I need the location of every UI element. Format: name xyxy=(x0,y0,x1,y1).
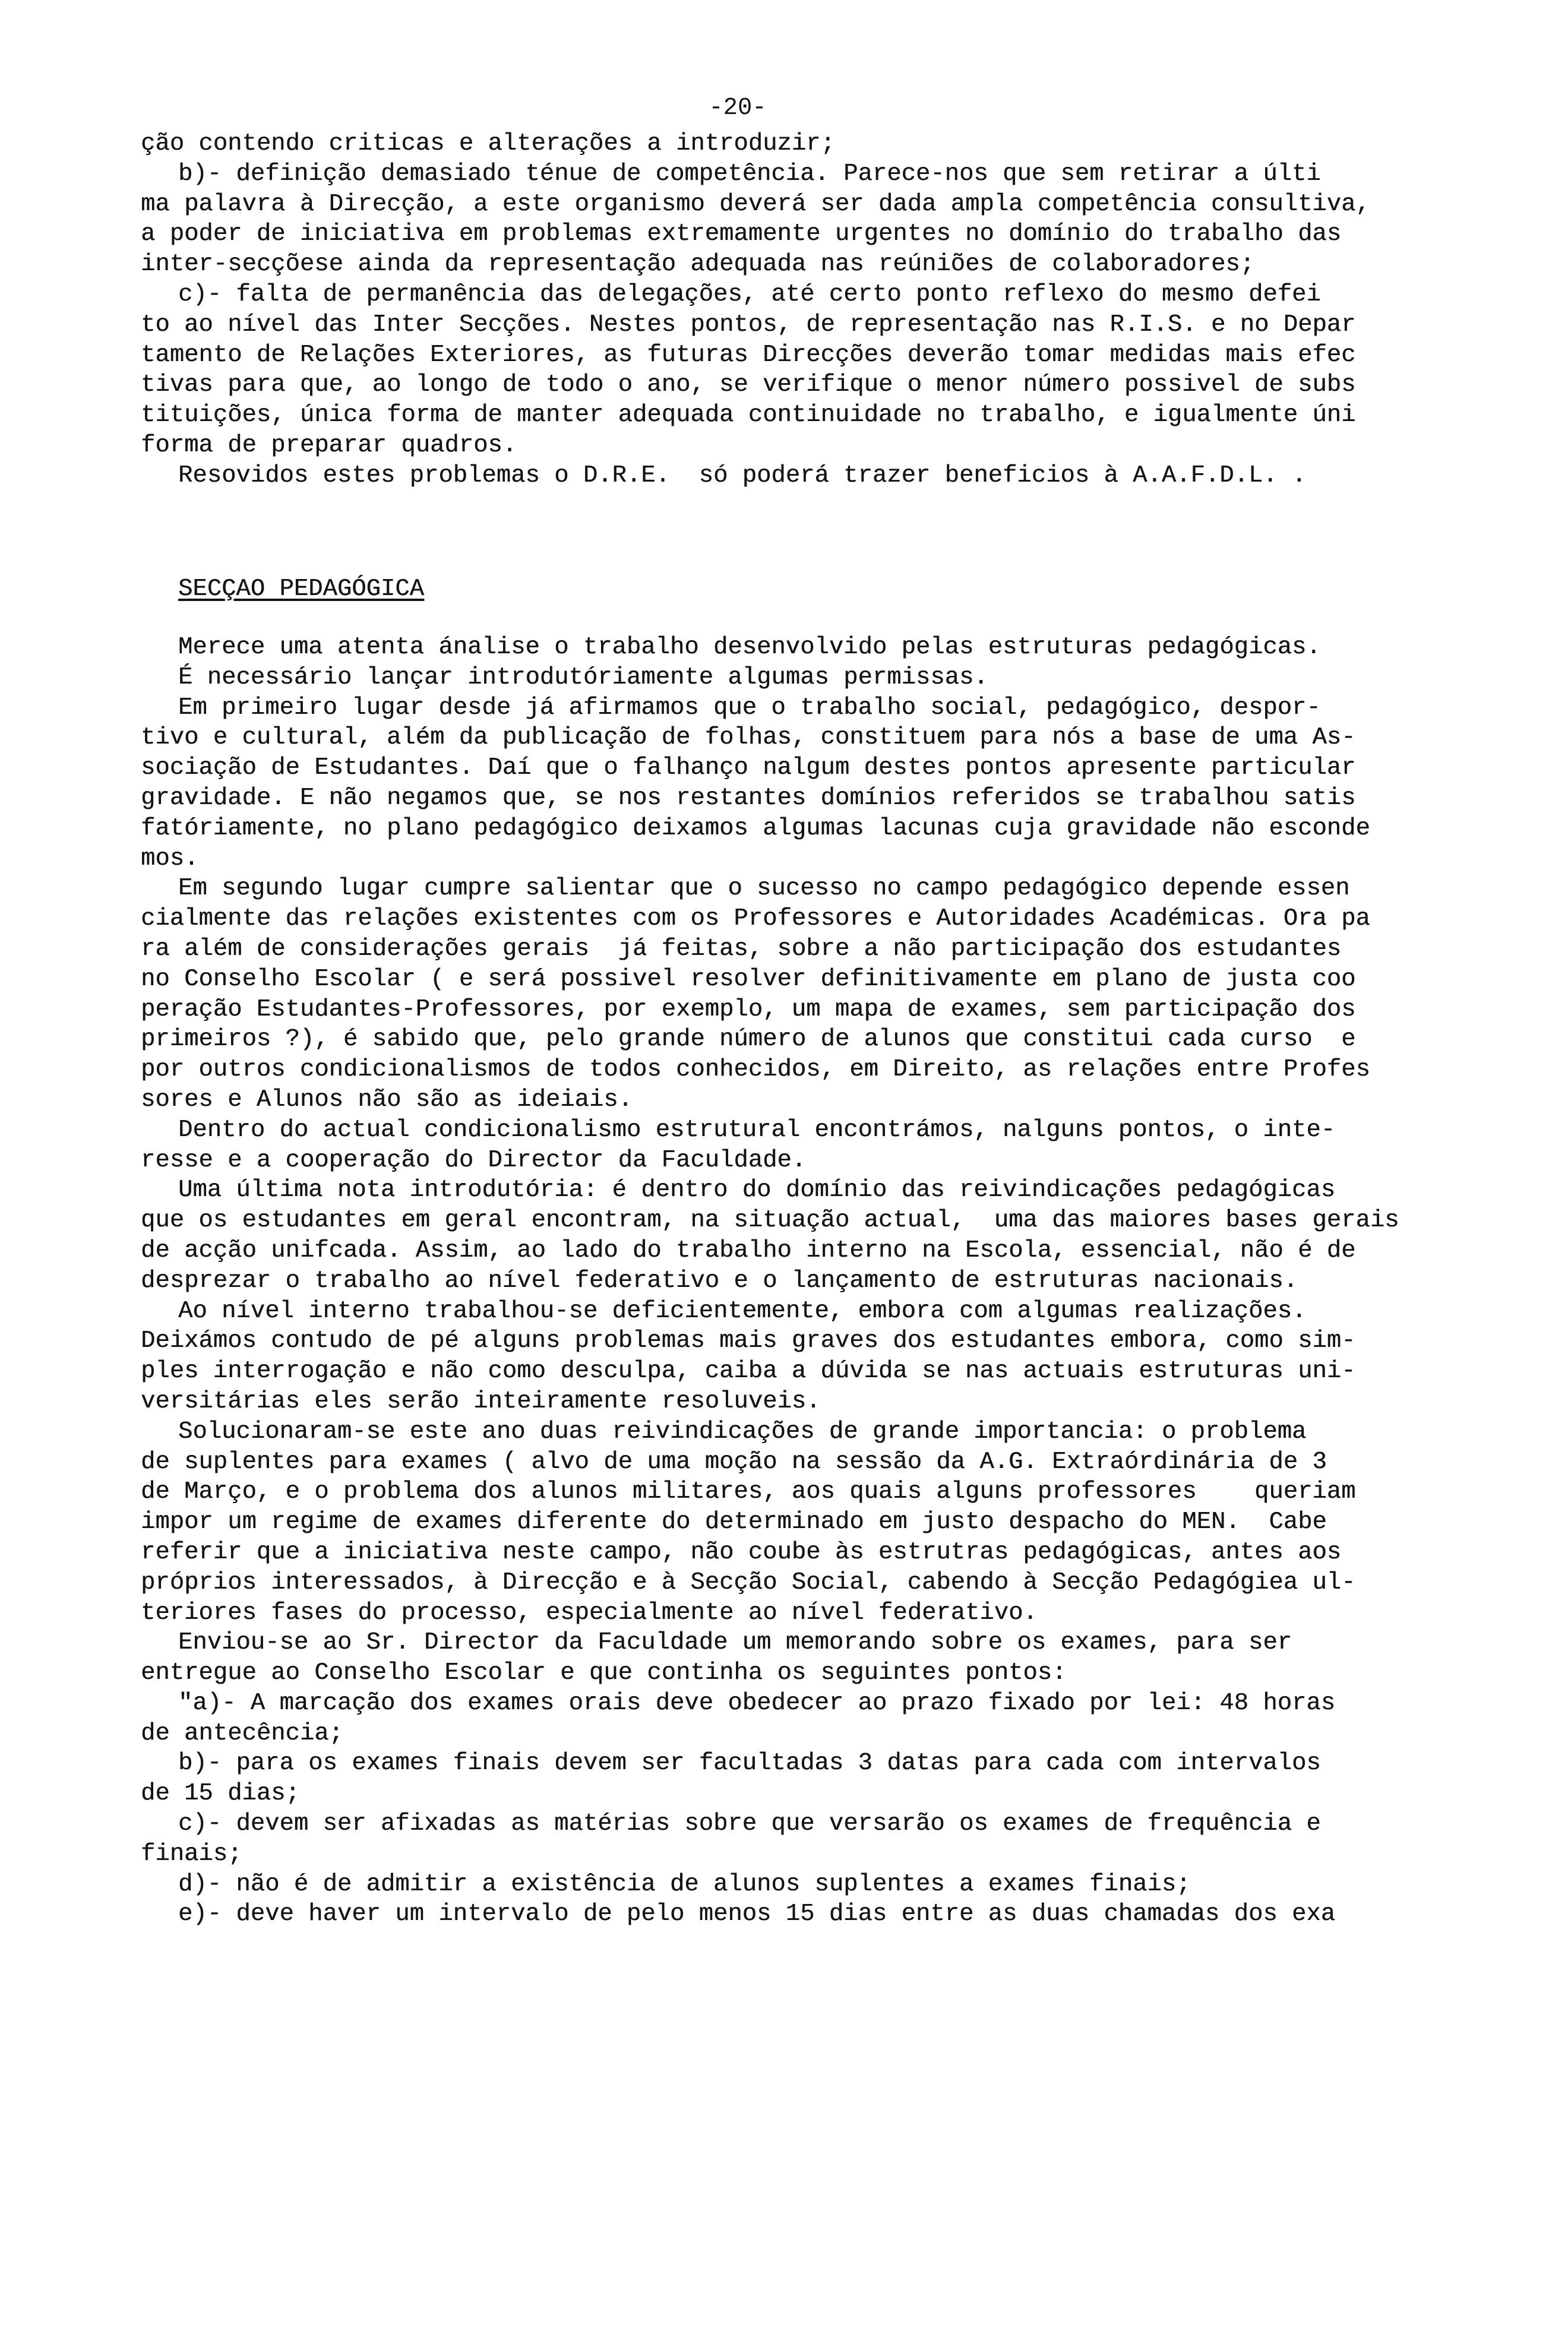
text-line: tivas para que, ao longo de todo o ano, se verifique o menor número possivel de subs xyxy=(141,371,1356,399)
text-line: to ao nível das Inter Secções. Nestes pontos, de representação nas R.I.S. e no Depar xyxy=(141,311,1356,339)
text-line: Uma última nota introdutória: é dentro do domínio das reivindicações pedagógicas xyxy=(178,1176,1336,1204)
text-line: no Conselho Escolar ( e será possivel resolver definitivamente em plano de justa coo xyxy=(141,965,1356,993)
text-line: ples interrogação e não como desculpa, caiba a dúvida se nas actuais estruturas uni- xyxy=(141,1358,1356,1386)
paragraph xyxy=(141,1115,1483,1176)
text-line: Dentro do actual condicionalismo estrutural encontrámos, nalguns pontos, o inte- xyxy=(178,1116,1336,1144)
text-line: gravidade. E não negamos que, se nos restantes domínios referidos se trabalhou satis xyxy=(141,784,1356,812)
text-line: Resovidos estes problemas o D.R.E. só poderá trazer beneficios à A.A.F.D.L. . xyxy=(178,461,1307,489)
paragraph xyxy=(141,1688,1483,1749)
paragraph xyxy=(141,1417,1483,1628)
text-line: resse e a cooperação do Director da Faculdade. xyxy=(141,1146,807,1174)
intro-text-block xyxy=(141,129,1483,491)
text-line: e)- deve haver um intervalo de pelo menos 15 dias entre as duas chamadas dos exa xyxy=(178,1900,1336,1928)
text-line: fatóriamente, no plano pedagógico deixamos algumas lacunas cuja gravidade não esconde xyxy=(141,814,1370,842)
paragraph xyxy=(141,1899,1483,1930)
paragraph xyxy=(141,632,1483,663)
text-line: Merece uma atenta ánalise o trabalho desenvolvido pelas estruturas pedagógicas. xyxy=(178,634,1321,661)
text-line: primeiros ?), é sabido que, pelo grande número de alunos que constitui cada curso e xyxy=(141,1026,1356,1054)
text-line: d)- não é de admitir a existência de alunos suplentes a exames finais; xyxy=(178,1870,1191,1898)
paragraph xyxy=(141,1175,1483,1296)
text-line: finais; xyxy=(141,1840,242,1868)
paragraph xyxy=(141,1748,1483,1809)
text-line: Ao nível interno trabalhou-se deficientemente, embora com algumas realizações. xyxy=(178,1297,1307,1325)
text-line: referir que a iniciativa neste campo, não coube às estrutras pedagógicas, antes aos xyxy=(141,1538,1342,1566)
paragraph xyxy=(141,874,1483,1115)
text-line: de suplentes para exames ( alvo de uma moção na sessão da A.G. Extraórdinária de 3 xyxy=(141,1448,1327,1476)
text-line: cialmente das relações existentes com os Professores e Autoridades Académicas. Ora pa xyxy=(141,905,1370,933)
text-line: Em primeiro lugar desde já afirmamos que o trabalho social, pedagógico, despor- xyxy=(178,694,1321,722)
paragraph xyxy=(141,129,1483,159)
text-line: "a)- A marcação dos exames orais deve obedecer ao prazo fixado por lei: 48 horas xyxy=(178,1689,1336,1717)
text-line: tituições, única forma de manter adequada continuidade no trabalho, e igualmente úni xyxy=(141,401,1356,429)
text-line: peração Estudantes-Professores, por exemplo, um mapa de exames, sem participação dos xyxy=(141,995,1356,1023)
text-line: forma de preparar quadros. xyxy=(141,431,517,459)
paragraph xyxy=(141,461,1483,491)
text-line: de acção unifcada. Assim, ao lado do trabalho interno na Escola, essencial, não é de xyxy=(141,1236,1356,1264)
page-number: -20- xyxy=(709,94,767,122)
text-line: de 15 dias; xyxy=(141,1780,300,1808)
text-line: b)- para os exames finais devem ser facultadas 3 datas para cada com intervalos xyxy=(178,1750,1321,1777)
text-line: Deixámos contudo de pé alguns problemas mais graves dos estudantes embora, como sim- xyxy=(141,1327,1356,1355)
paragraph xyxy=(141,693,1483,874)
text-line: desprezar o trabalho ao nível federativo e o lançamento de estruturas nacionais. xyxy=(141,1267,1298,1295)
text-line: sociação de Estudantes. Daí que o falhanço nalgum destes pontos apresente particular xyxy=(141,754,1356,782)
text-line: c)- falta de permanência das delegações, até certo ponto reflexo do mesmo defei xyxy=(178,280,1321,308)
text-line: de Março, e o problema dos alunos militares, aos quais alguns professores queriam xyxy=(141,1478,1356,1506)
text-line: É necessário lançar introdutóriamente algumas permissas. xyxy=(178,663,988,691)
paragraph xyxy=(141,159,1483,280)
text-line: inter-secçõese ainda da representação adequada nas reúniões de colaboradores; xyxy=(141,251,1255,279)
text-line: tivo e cultural, além da publicação de folhas, constituem para nós a base de uma As- xyxy=(141,724,1356,752)
text-line: a poder de iniciativa em problemas extremamente urgentes no domínio do trabalho das xyxy=(141,220,1342,248)
section-heading: SECÇAO PEDAGÓGICA xyxy=(178,575,424,603)
text-line: ção contendo criticas e alterações a introduzir; xyxy=(141,130,835,157)
text-line: ma palavra à Direcção, a este organismo deverá ser dada ampla competência consultiva, xyxy=(141,190,1370,218)
paragraph xyxy=(141,1296,1483,1417)
text-line: versitárias eles serão inteiramente resoluveis. xyxy=(141,1387,821,1415)
paragraph xyxy=(141,1870,1483,1900)
paragraph xyxy=(141,1809,1483,1870)
text-line: de antecência; xyxy=(141,1719,343,1747)
text-line: b)- definição demasiado ténue de competência. Parece-nos que sem retirar a últi xyxy=(178,160,1321,188)
section-text-block xyxy=(141,632,1483,1930)
text-line: mos. xyxy=(141,844,199,872)
text-line: Solucionaram-se este ano duas reivindicações de grande importancia: o problema xyxy=(178,1418,1307,1445)
paragraph xyxy=(141,1628,1483,1688)
paragraph xyxy=(141,280,1483,461)
text-line: que os estudantes em geral encontram, na situação actual, uma das maiores bases gerais xyxy=(141,1207,1399,1235)
text-line: impor um regime de exames diferente do determinado em justo despacho do MEN. Cabe xyxy=(141,1508,1327,1536)
text-line: Enviou-se ao Sr. Director da Faculdade um memorando sobre os exames, para ser xyxy=(178,1629,1292,1657)
text-line: Em segundo lugar cumpre salientar que o sucesso no campo pedagógico depende essen xyxy=(178,875,1350,903)
text-line: por outros condicionalismos de todos conhecidos, em Direito, as relações entre Profes xyxy=(141,1056,1370,1084)
paragraph xyxy=(141,663,1483,693)
text-line: c)- devem ser afixadas as matérias sobre que versarão os exames de frequência e xyxy=(178,1810,1321,1838)
text-line: sores e Alunos não são as ideiais. xyxy=(141,1086,633,1114)
text-line: entregue ao Conselho Escolar e que continha os seguintes pontos: xyxy=(141,1659,1067,1687)
text-line: teriores fases do processo, especialmente ao nível federativo. xyxy=(141,1599,1038,1627)
text-line: próprios interessados, à Direcção e à Secção Social, cabendo à Secção Pedagógiea ul- xyxy=(141,1568,1356,1596)
text-line: ra além de considerações gerais já feitas, sobre a não participação dos estudantes xyxy=(141,935,1342,963)
text-line: tamento de Relações Exteriores, as futuras Direcções deverão tomar medidas mais efec xyxy=(141,341,1356,369)
